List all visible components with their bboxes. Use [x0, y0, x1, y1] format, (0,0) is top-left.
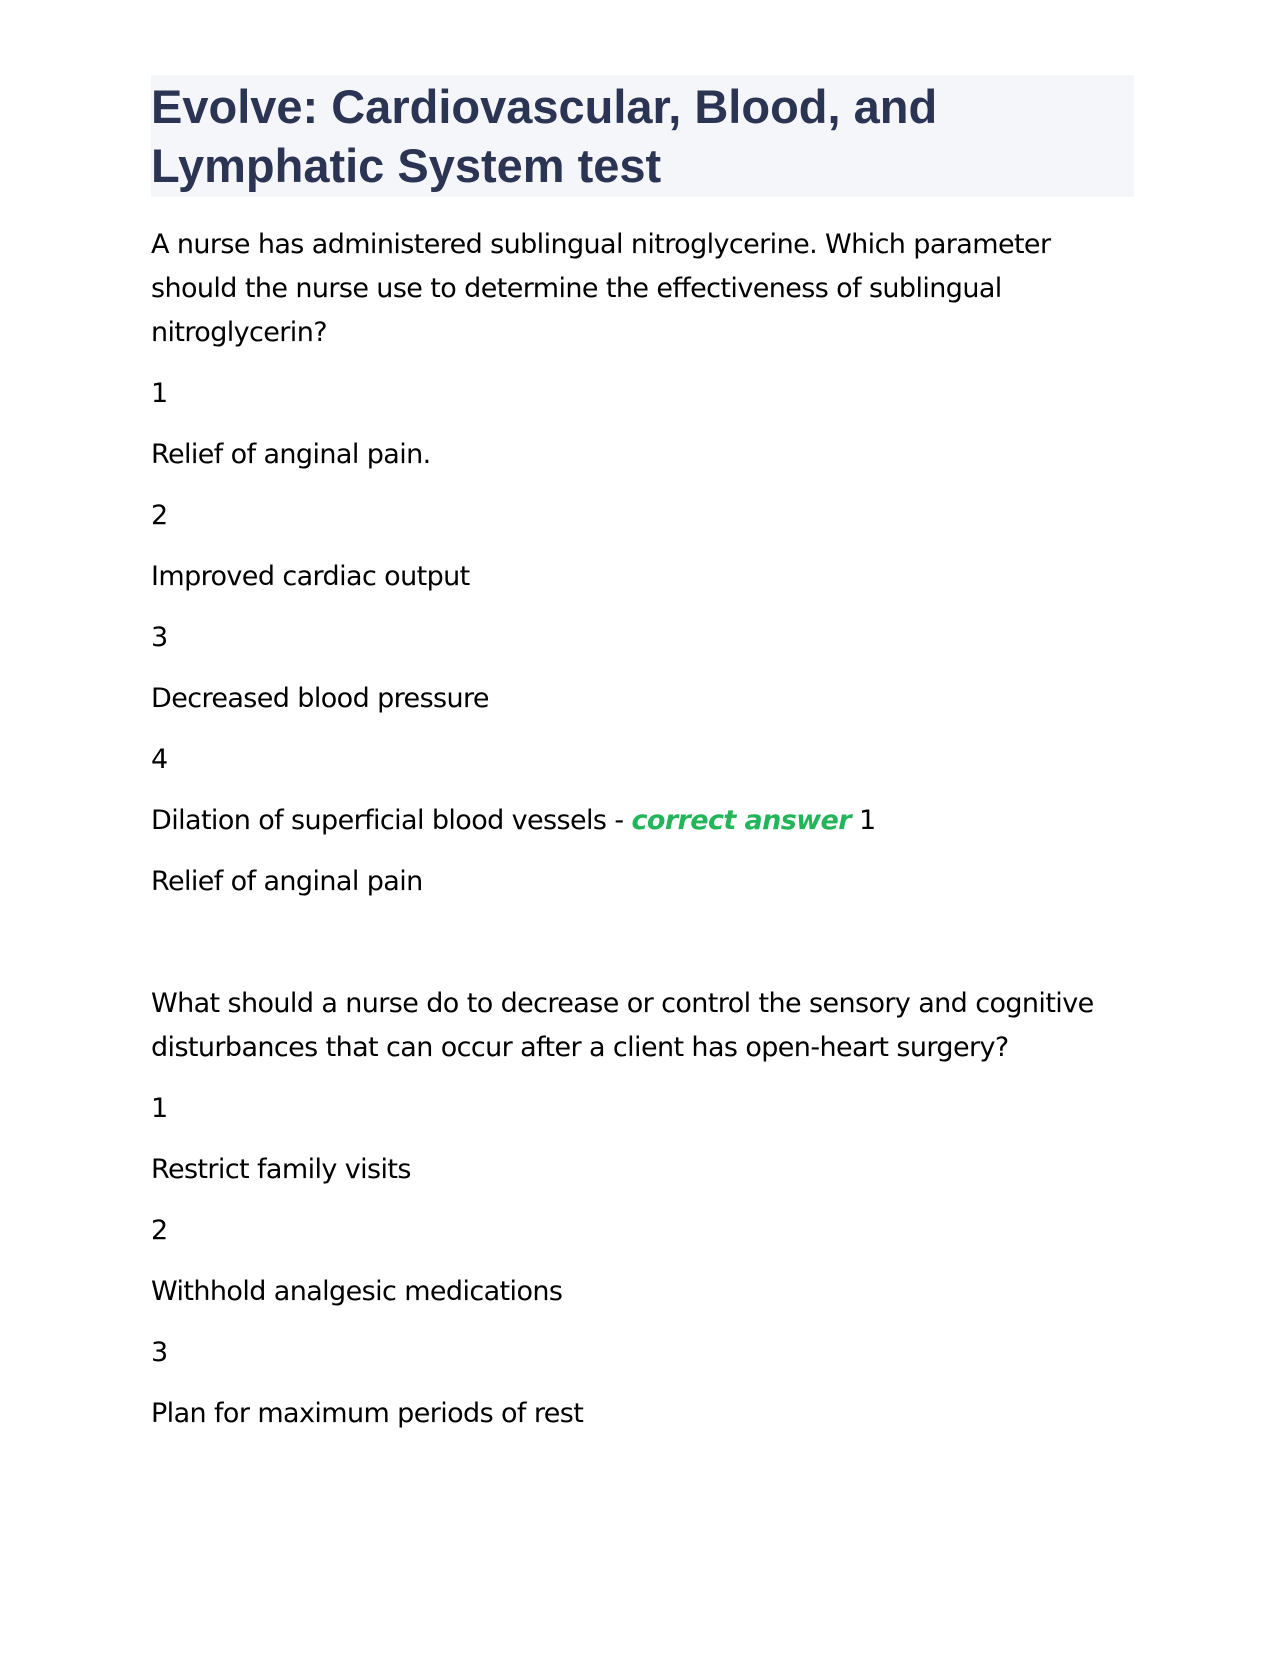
option-text: Plan for maximum periods of rest	[151, 1398, 584, 1429]
question-text: A nurse has administered sublingual nitroglycerine. Which parameter should the nurse use to determine the effectiveness of sublingual nitroglycerin?	[151, 229, 1051, 348]
document-title: Evolve: Cardiovascular, Blood, and Lymphatic System test	[151, 80, 938, 192]
question-block-1	[151, 223, 1134, 904]
option-text-with-answer	[151, 799, 1134, 843]
option-number: 3	[151, 1337, 168, 1368]
document-page	[151, 75, 1134, 1436]
option-text: Improved cardiac output	[151, 561, 470, 592]
question-block-2	[151, 982, 1134, 1436]
option-number: 1	[151, 378, 168, 409]
option-text: Relief of anginal pain.	[151, 439, 431, 470]
spacer	[151, 904, 1134, 982]
option-number: 3	[151, 622, 168, 653]
option-number: 2	[151, 1215, 168, 1246]
option-text: Restrict family visits	[151, 1154, 411, 1185]
option-number: 1	[151, 1093, 168, 1124]
option-text: Withhold analgesic medications	[151, 1276, 563, 1307]
option-number: 2	[151, 500, 168, 531]
option-number: 4	[151, 744, 168, 775]
correct-answer-label: correct answer	[631, 805, 851, 836]
option-text: Decreased blood pressure	[151, 683, 489, 714]
question-text: What should a nurse do to decrease or control the sensory and cognitive disturbances that can occur after a client has open-heart surgery?	[151, 988, 1094, 1063]
correct-answer-text: Relief of anginal pain	[151, 866, 423, 897]
title-block	[151, 75, 1134, 197]
correct-answer-number: 1	[850, 805, 876, 836]
option-text: Dilation of superficial blood vessels -	[151, 805, 632, 836]
